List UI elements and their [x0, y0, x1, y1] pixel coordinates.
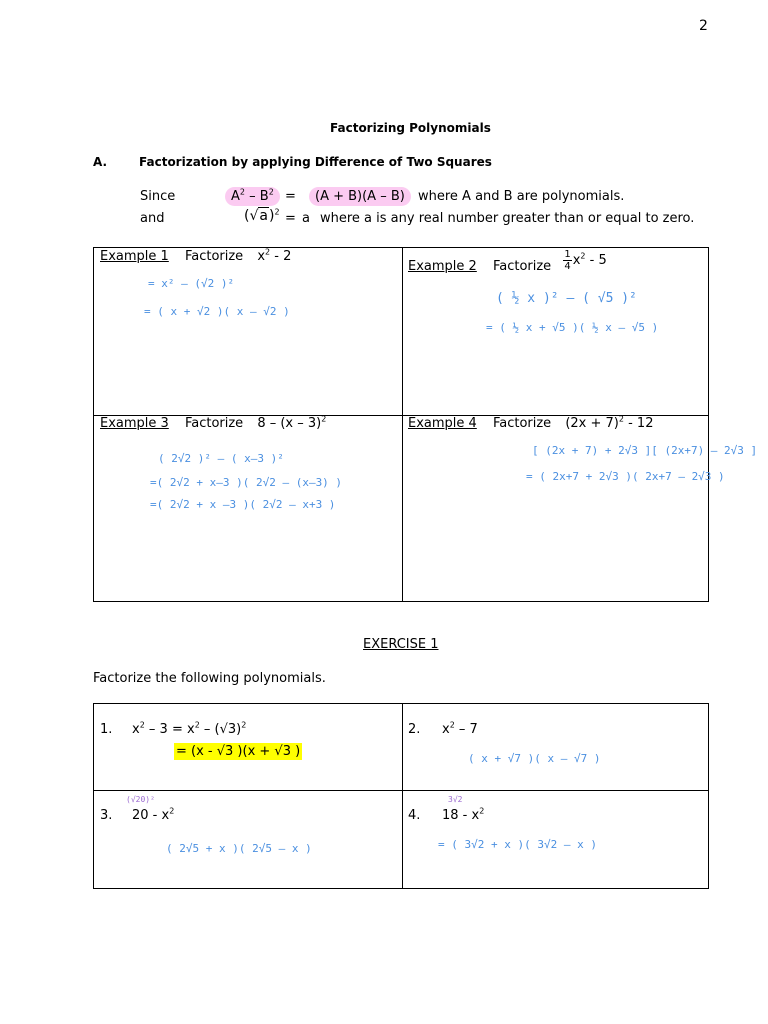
exercise-item-4-number: 4. — [408, 808, 421, 823]
identity-note: where A and B are polynomials. — [418, 189, 625, 204]
exercise-item-1-number: 1. — [100, 722, 113, 737]
example-3-expression: 8 – (x – 3)$^2$ — [257, 414, 327, 431]
exercise-item-4 — [408, 792, 708, 888]
exercise-item-4-expression: $18 - x^2$ — [442, 806, 485, 823]
root-identity-rhs: a — [302, 211, 310, 226]
root-identity-note: where a is any real number greater than or equal to zero. — [320, 211, 695, 226]
exercise-item-3 — [100, 792, 400, 888]
example-4-work-line-1: [ (2x + 7) + 2√3 ][ (2x+7) – 2√3 ] — [532, 444, 758, 457]
identity-lhs: $A^2 - B^2$ — [225, 189, 280, 204]
example-4-cell — [408, 414, 758, 601]
example-1-expression: $x^2 - 2$ — [257, 247, 292, 264]
root-identity-equals: = — [285, 211, 296, 226]
example-3-label: Example 3 — [100, 416, 169, 431]
example-2-work-line-1: ( ½ x )² – ( √5 )² — [496, 291, 637, 306]
example-4-work-line-2: = ( 2x+7 + 2√3 )( 2x+7 – 2√3 ) — [526, 470, 725, 483]
identity-rhs: (A + B)(A – B) — [309, 189, 411, 204]
identity-equals: = — [285, 189, 296, 204]
exercise-table — [93, 703, 709, 889]
example-1-cell — [100, 249, 400, 414]
section-letter: A. — [93, 155, 108, 169]
exercise-item-2-number: 2. — [408, 722, 421, 737]
example-3-work-line-1: ( 2√2 )² – ( x–3 )² — [158, 452, 284, 465]
exercise-instruction: Factorize the following polynomials. — [93, 671, 326, 686]
exercise-item-3-note: (√20)² — [126, 795, 155, 804]
example-4-label: Example 4 — [408, 416, 477, 431]
exercise-item-2 — [408, 722, 708, 788]
example-1-label: Example 1 — [100, 249, 169, 264]
exercise-item-4-work: = ( 3√2 + x )( 3√2 – x ) — [438, 838, 597, 851]
exercise-heading: EXERCISE 1 — [363, 637, 439, 652]
exercise-item-2-work: ( x + √7 )( x – √7 ) — [468, 752, 601, 765]
example-1-work-line-2: = ( x + √2 )( x – √2 ) — [144, 305, 290, 318]
exercise-item-3-number: 3. — [100, 808, 113, 823]
example-3-work-line-3: =( 2√2 + x –3 )( 2√2 – x+3 ) — [150, 498, 336, 511]
example-4-word: Factorize — [492, 416, 552, 431]
example-1-work-line-1: = x² – (√2 )² — [148, 277, 235, 290]
example-3-cell — [100, 416, 400, 601]
example-4-expression: $(2x + 7)^2 - 12$ — [565, 414, 654, 431]
exercise-item-4-note: 3√2 — [448, 795, 463, 804]
page-title: Factorizing Polynomials — [330, 121, 491, 135]
example-2-expression: $\frac{1}{4}$ $x^2 - 5$ — [564, 249, 607, 272]
example-3-word: Factorize — [184, 416, 244, 431]
example-2-work-line-2: = ( ½ x + √5 )( ½ x – √5 ) — [486, 321, 659, 334]
exercise-item-1-expression: $x^2 - 3 = x^2 - (√3)^2$ — [132, 720, 247, 737]
example-2-word: Factorize — [492, 259, 552, 274]
page-number: 2 — [699, 18, 708, 34]
exercise-item-3-work: ( 2√5 + x )( 2√5 – x ) — [166, 842, 312, 855]
and-word: and — [140, 211, 165, 226]
example-3-work-line-2: =( 2√2 + x–3 )( 2√2 – (x–3) ) — [150, 476, 343, 489]
exercise-item-3-expression: $20 - x^2$ — [132, 806, 175, 823]
exercise-item-1-answer: = (x - √3 )(x + √3 ) — [176, 744, 301, 759]
example-2-cell — [408, 249, 708, 414]
root-identity-lhs: $(√a)^2$ — [244, 207, 280, 224]
since-word: Since — [140, 189, 176, 204]
section-heading: Factorization by applying Difference of Two Squares — [139, 155, 492, 169]
exercise-item-2-expression: $x^2 - 7$ — [442, 720, 478, 737]
exercise-item-1 — [100, 722, 400, 788]
example-2-label: Example 2 — [408, 259, 477, 274]
example-1-word: Factorize — [184, 249, 244, 264]
examples-table — [93, 247, 758, 602]
